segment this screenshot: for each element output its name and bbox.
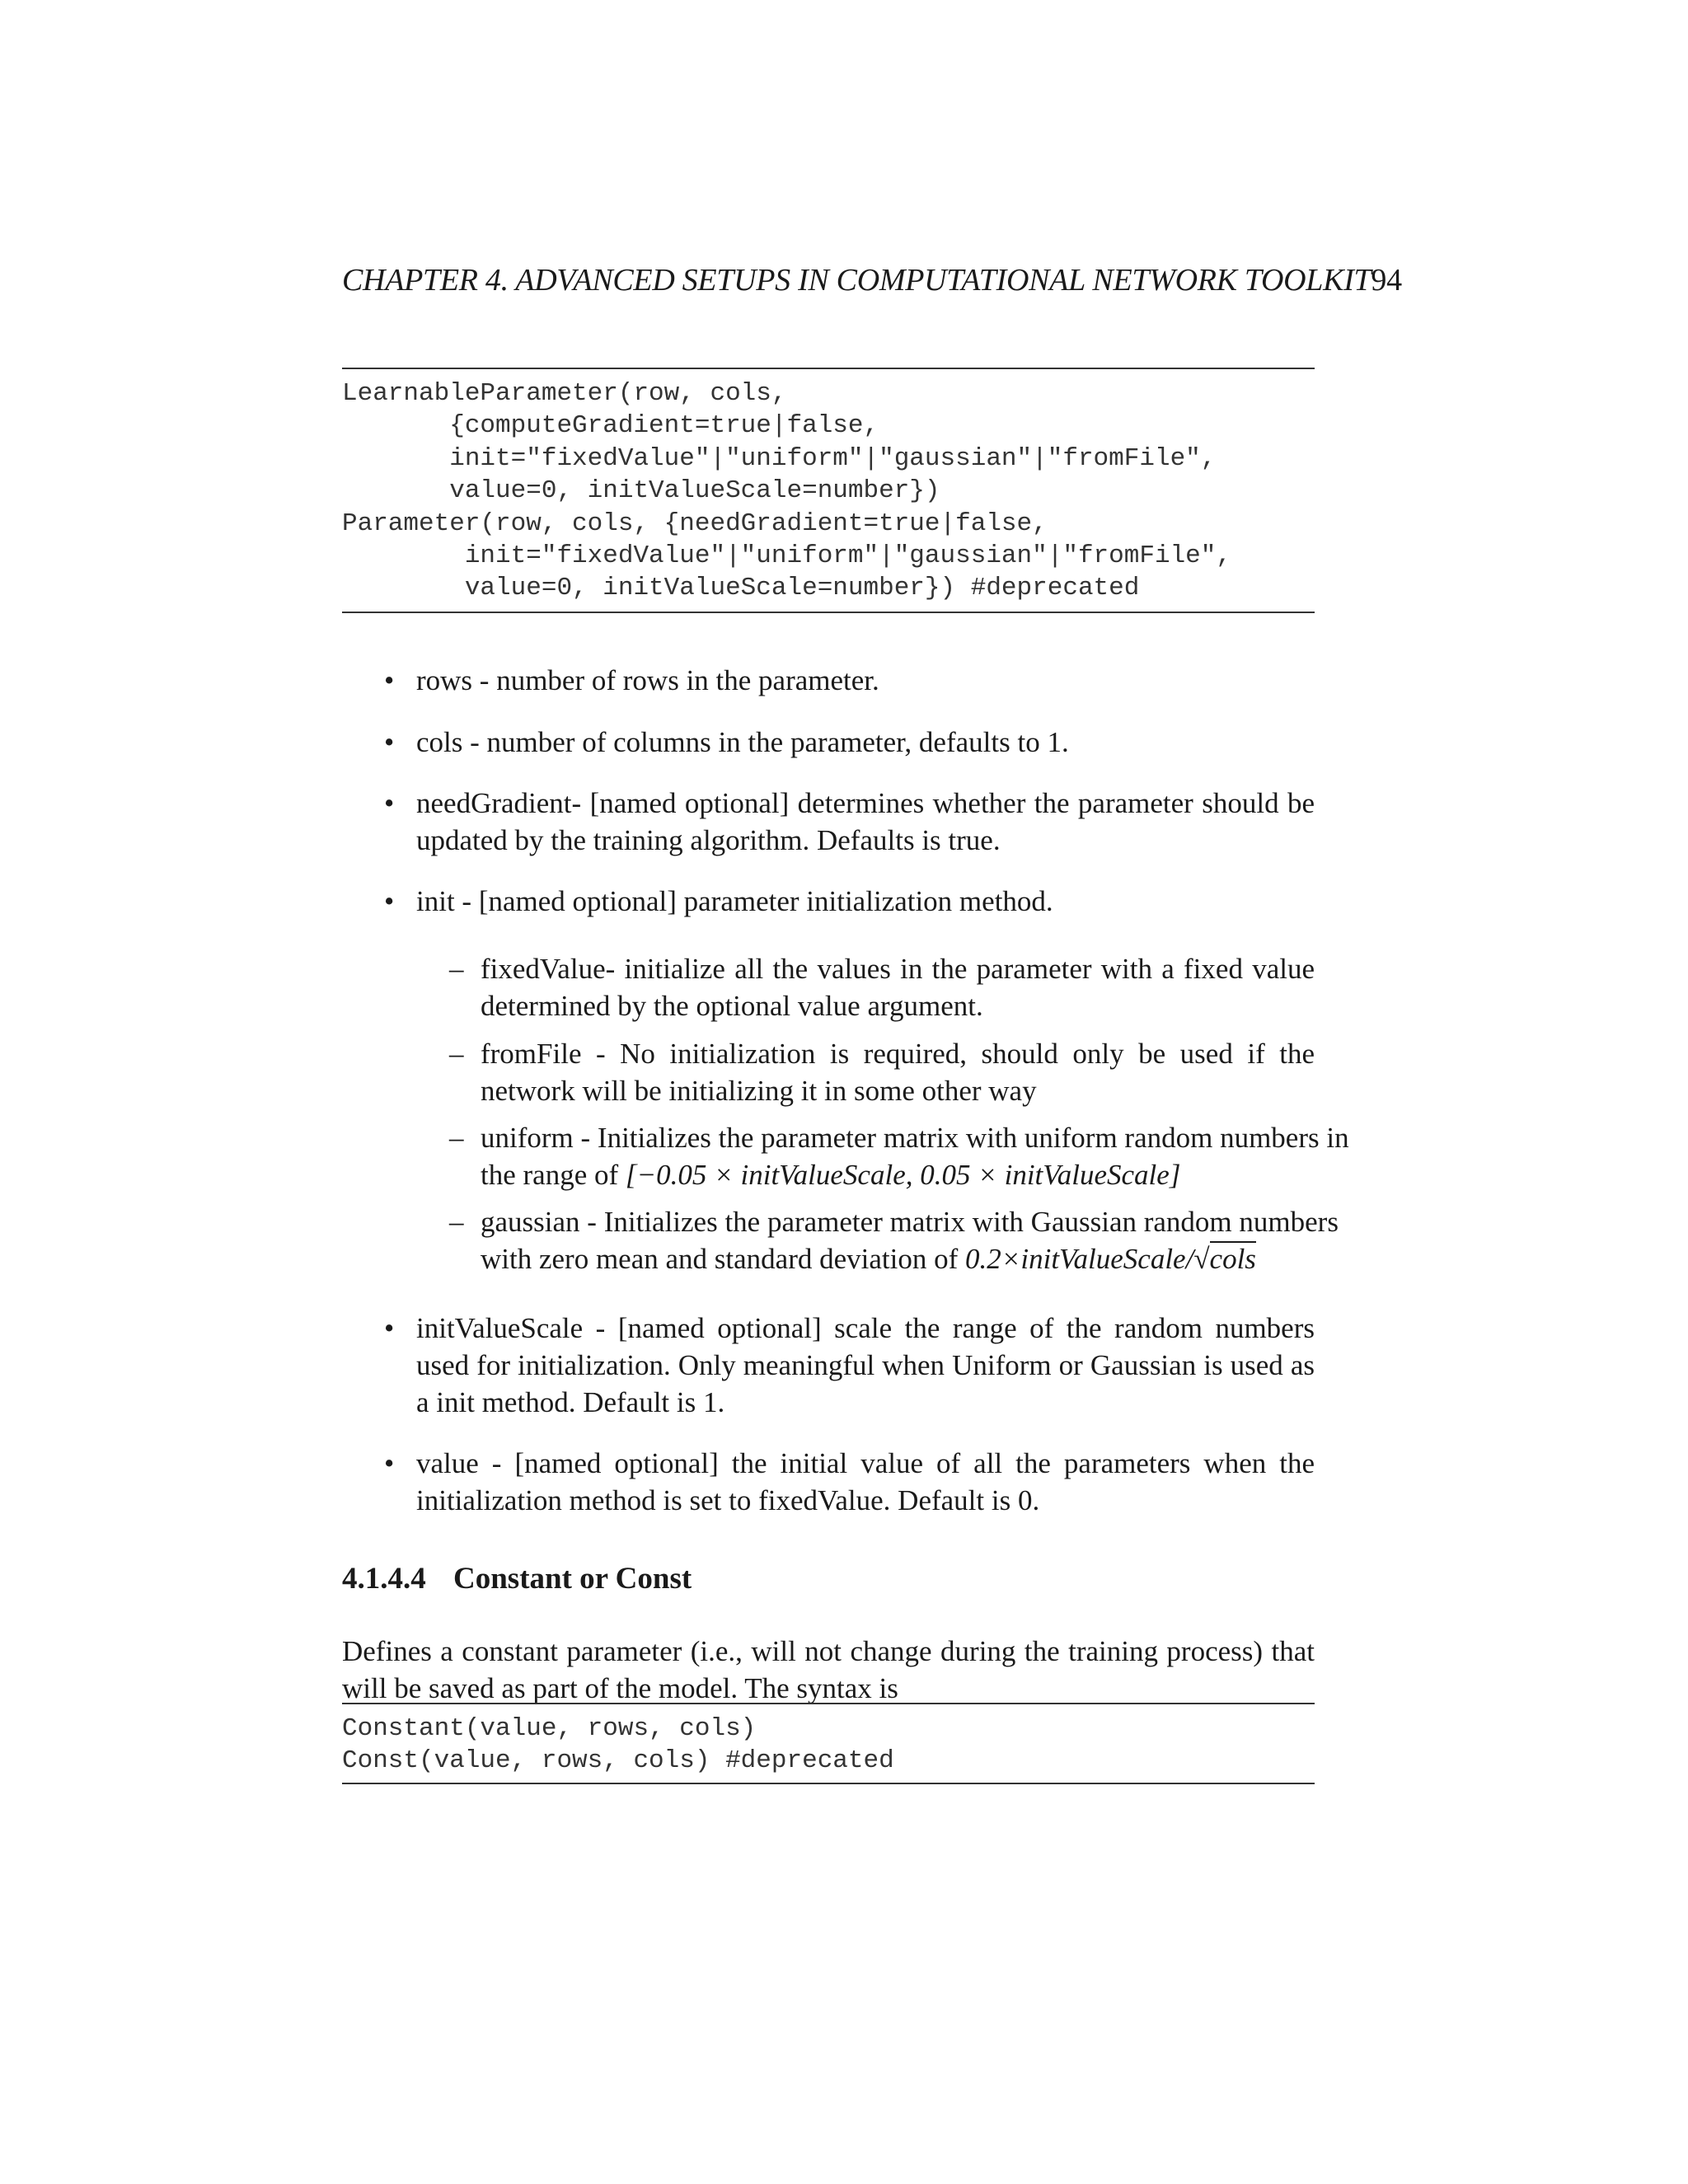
code-line: {computeGradient=true|false, [342,411,879,441]
sub-bullet-fixedvalue: fixedValue- initialize all the values in the parameter with a fixed value determined by the optional value argument. [481,953,1315,1022]
chapter-title: CHAPTER 4. ADVANCED SETUPS IN COMPUTATIONAL NETWORK TOOLKIT [342,263,1372,298]
sub-bullet-marker: – [449,1206,464,1238]
section-paragraph: Defines a constant parameter (i.e., will not change during the training process) that will be saved as part of the model. The syntax is [342,1635,1315,1704]
bullet-init: init - [named optional] parameter initialization method. [416,885,1053,917]
page-number: 94 [1371,263,1402,298]
sub-bullet-gaussian [481,1203,1387,1277]
uniform-text: uniform - Initializes the parameter matrix with uniform random numbers in the range of [481,1122,1349,1191]
bullet-marker: • [384,787,395,819]
bullet-value: value - [named optional] the initial value of all the parameters when the initialization method is set to fixedValue. Default is 0. [416,1447,1315,1516]
sub-bullet-uniform [481,1119,1387,1193]
sqrt-symbol: √cols [1193,1243,1256,1275]
sqrt-radicand: cols [1209,1243,1256,1275]
code-line: init="fixedValue"|"uniform"|"gaussian"|"fromFile", [342,541,1231,570]
gaussian-stddev-math [965,1243,1256,1275]
code-line: value=0, initValueScale=number}) [342,476,940,506]
sub-bullet-fromfile: fromFile - No initialization is required, should only be used if the network will be initializing it in some other way [481,1038,1315,1107]
code-line: value=0, initValueScale=number}) #deprecated [342,574,1140,603]
sub-bullet-marker: – [449,1038,464,1070]
code-line: init="fixedValue"|"uniform"|"gaussian"|"fromFile", [342,443,1217,473]
sub-bullet-marker: – [449,953,464,985]
bullet-marker: • [384,885,395,917]
code-line: Parameter(row, cols, {needGradient=true|false, [342,509,1048,538]
sub-bullet-marker: – [449,1122,464,1154]
section-number: 4.1.4.4 [342,1562,426,1596]
section-title: Constant or Const [453,1562,692,1596]
bullet-marker: • [384,1447,395,1479]
bullet-marker: • [384,1312,395,1344]
bullet-needgradient: needGradient- [named optional] determines whether the parameter should be updated by the training algorithm. Defaults is true. [416,787,1315,856]
code-line: Constant(value, rows, cols) [342,1714,757,1743]
gaussian-math-prefix: 0.2×initValueScale/ [965,1243,1194,1275]
bullet-marker: • [384,664,395,696]
code-block-constant [342,1703,1315,1784]
bullet-cols: cols - number of columns in the parameter, defaults to 1. [416,726,1069,758]
section-heading [342,1560,692,1597]
code-line: LearnableParameter(row, cols, [342,379,787,408]
bullet-initvaluescale: initValueScale - [named optional] scale the range of the random numbers used for initialization. Only meaningful when Uniform or Gaussian is used as a init method. Default is 1. [416,1312,1315,1418]
uniform-range-math: [−0.05 × initValueScale, 0.05 × initValueScale] [625,1159,1181,1191]
gaussian-text: gaussian - Initializes the parameter matrix with Gaussian random numbers with zero mean and standard deviation of [481,1206,1339,1275]
bullet-marker: • [384,726,395,758]
bullet-rows: rows - number of rows in the parameter. [416,664,879,696]
code-line: Const(value, rows, cols) #deprecated [342,1746,894,1776]
code-block-learnable-parameter [342,368,1315,613]
page-header [342,262,1414,298]
